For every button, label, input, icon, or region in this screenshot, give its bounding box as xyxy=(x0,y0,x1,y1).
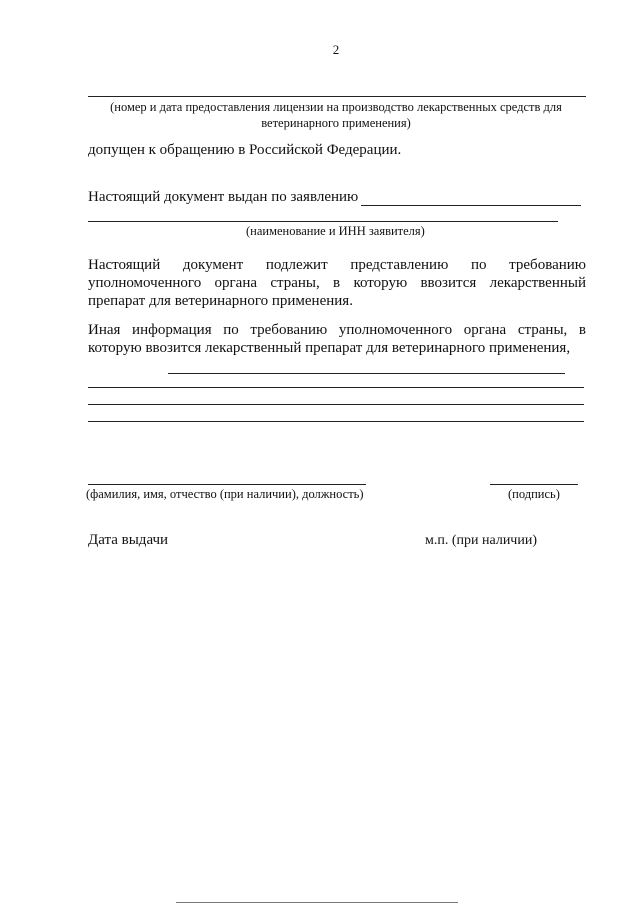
admission-text: допущен к обращению в Российской Федерации. xyxy=(88,142,402,158)
presentation-text: Настоящий документ подлежит представлению по требованию уполномоченного органа страны, в которую ввозится лекарственный препарат для ветеринарного применения. xyxy=(88,257,586,309)
signature-caption: (подпись) xyxy=(508,487,560,501)
other-info-line-2 xyxy=(88,387,584,388)
other-info-line-1 xyxy=(168,373,565,374)
other-info-line-3 xyxy=(88,404,584,405)
applicant-caption: (наименование и ИНН заявителя) xyxy=(246,224,425,238)
signature-line xyxy=(490,484,578,485)
bottom-edge-line xyxy=(176,902,458,903)
applicant-line-1 xyxy=(361,205,581,206)
official-caption: (фамилия, имя, отчество (при наличии), должность) xyxy=(86,487,364,501)
other-info-text: Иная информация по требованию уполномоченного органа страны, в которую ввозится лекарственный препарат для ветеринарного применения, xyxy=(88,322,586,356)
official-line xyxy=(88,484,366,485)
page-number: 2 xyxy=(332,42,340,57)
license-number-line xyxy=(88,96,586,97)
applicant-line-2 xyxy=(88,221,558,222)
other-info-line-4 xyxy=(88,421,584,422)
stamp-label: м.п. (при наличии) xyxy=(425,533,537,548)
license-caption: (номер и дата предоставления лицензии на производство лекарственных средств для ветеринарного применения) xyxy=(110,100,562,130)
issue-date-label: Дата выдачи xyxy=(88,532,169,548)
issued-by-label: Настоящий документ выдан по заявлению xyxy=(88,189,359,205)
